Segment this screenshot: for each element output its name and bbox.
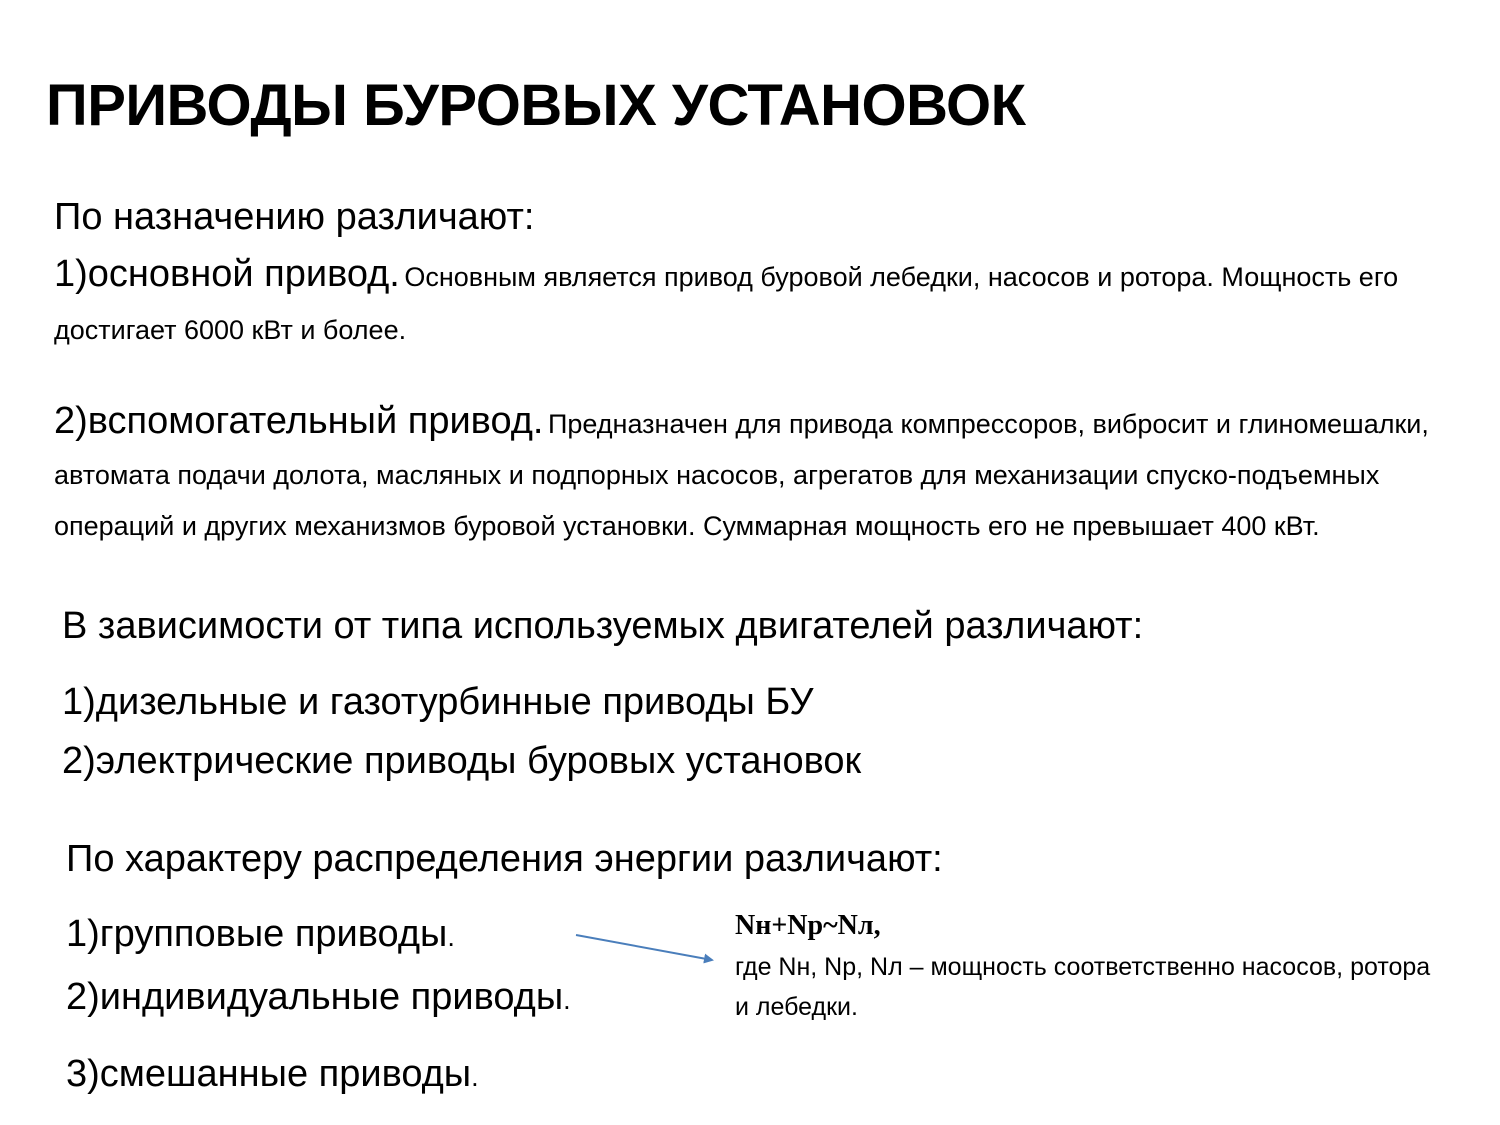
energy-item-group-dot: . (447, 922, 455, 952)
purpose-item-main-text: Основным является привод буровой лебедки, насосов и ротора. Мощность его достигает 6000 кВт и более. (54, 262, 1399, 345)
purpose-heading: По назначению различают: (54, 196, 535, 238)
purpose-item-main (54, 250, 1454, 359)
purpose-item-main-label: 1)основной привод. (54, 253, 400, 295)
engine-heading: В зависимости от типа используемых двигателей различают: (62, 605, 1144, 647)
engine-item-diesel: 1)дизельные и газотурбинные приводы БУ (62, 681, 814, 723)
formula-explanation: где Nн, Nр, Nл – мощность соответственно насосов, ротора и лебедки. (735, 953, 1431, 1021)
energy-heading: По характеру распределения энергии различают: (66, 838, 943, 880)
energy-item-individual (66, 976, 571, 1019)
purpose-item-aux-label: 2)вспомогательный привод. (54, 400, 544, 442)
purpose-item-aux-text: Предназначен для привода компрессоров, вибросит и глиномешалки, автомата подачи долота, масляных и подпорных насосов, агрегатов для механизации спуско-подъемных операций и других механизмов буровой установки. Суммарная мощность его не превышает 400 кВт. (54, 409, 1429, 541)
energy-item-individual-label: 2)индивидуальные приводы (66, 976, 564, 1018)
purpose-section (54, 194, 1454, 359)
energy-item-mixed (66, 1053, 479, 1096)
energy-item-group (66, 913, 455, 956)
formula-expression: Nн+Nр~Nл, (735, 910, 881, 941)
engine-item-electric: 2)электрические приводы буровых установок (62, 740, 862, 782)
energy-item-mixed-label: 3)смешанные приводы (66, 1053, 472, 1095)
purpose-item-aux (54, 398, 1454, 554)
energy-item-group-label: 1)групповые приводы (66, 913, 448, 955)
energy-item-individual-dot: . (563, 985, 571, 1015)
page-title: ПРИВОДЫ БУРОВЫХ УСТАНОВОК (46, 73, 1026, 138)
energy-item-mixed-dot: . (471, 1062, 479, 1092)
